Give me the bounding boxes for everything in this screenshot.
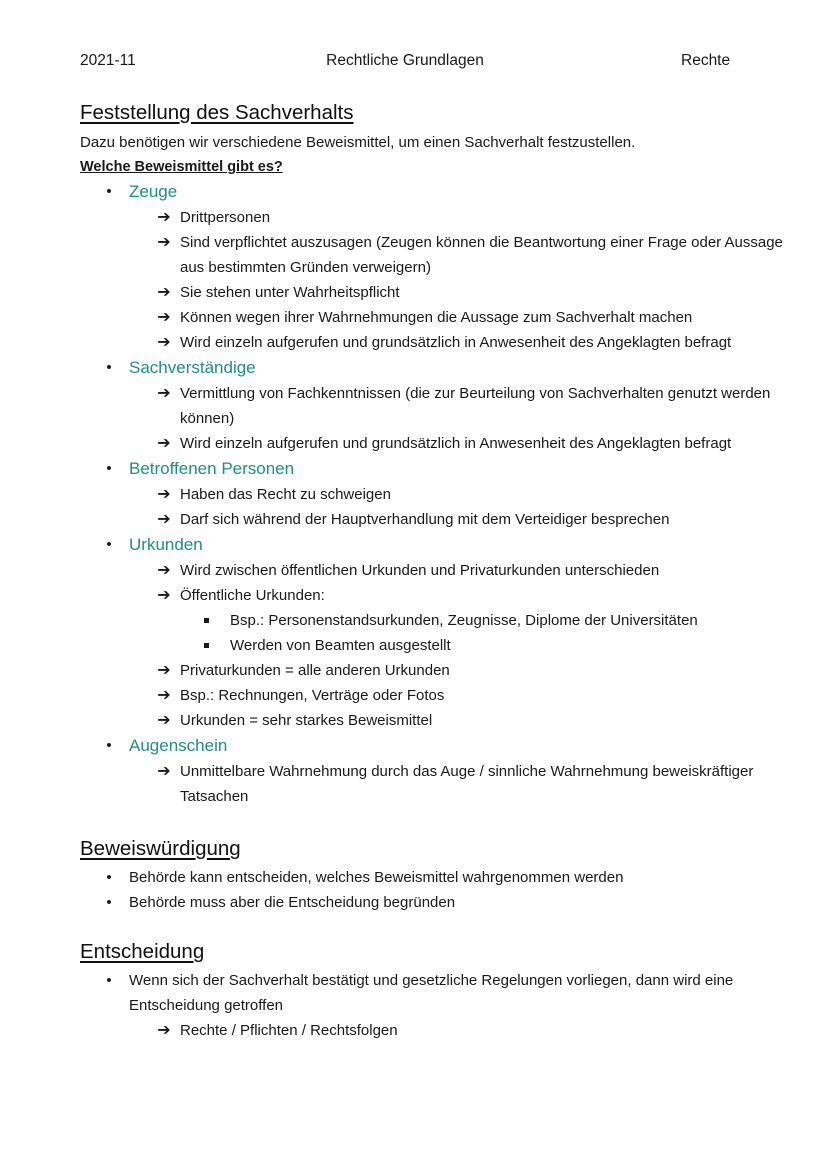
bullet-icon: •	[106, 869, 112, 886]
list-item-text: Behörde kann entscheiden, welches Beweismittel wahrgenommen werden	[129, 869, 624, 886]
square-bullet-icon	[204, 618, 209, 623]
list-item	[80, 865, 800, 890]
sub-item-text: Haben das Recht zu schweigen	[180, 486, 391, 503]
arrow-right-icon: ➔	[157, 662, 171, 679]
sub-item-text: Vermittlung von Fachkenntnissen (die zur Beurteilung von Sachverhalten genutzt werden können)	[180, 385, 771, 427]
entscheidung-list	[80, 968, 800, 1043]
bullet-icon: •	[106, 894, 112, 911]
sub-item-text: Urkunden = sehr starkes Beweismittel	[180, 712, 433, 729]
sub-item	[80, 708, 800, 733]
arrow-right-icon: ➔	[157, 587, 171, 604]
sub-item-text: Drittpersonen	[180, 209, 271, 226]
bullet-icon: •	[106, 737, 112, 754]
sub-item-text: Wird einzeln aufgerufen und grundsätzlich in Anwesenheit des Angeklagten befragt	[180, 334, 732, 351]
sub-item	[80, 482, 800, 507]
arrow-right-icon: ➔	[157, 209, 171, 226]
sub-item-text: Können wegen ihrer Wahrnehmungen die Aussage zum Sachverhalt machen	[180, 309, 693, 326]
sub-item	[80, 759, 800, 809]
section-question: Welche Beweismittel gibt es?	[80, 159, 283, 175]
list-item-text: Wenn sich der Sachverhalt bestätigt und gesetzliche Regelungen vorliegen, dann wird eine Entscheidung getroffen	[129, 972, 734, 1014]
sub-item	[80, 230, 800, 280]
bullet-icon: •	[106, 972, 112, 989]
sub-item-text: Sind verpflichtet auszusagen (Zeugen können die Beantwortung einer Frage oder Aussage aus bestimmten Gründen verweigern)	[180, 234, 783, 276]
sub-item	[80, 330, 800, 355]
header-date: 2021-11	[80, 52, 136, 69]
sub-item-text: Unmittelbare Wahrnehmung durch das Auge / sinnliche Wahrnehmung beweiskräftiger Tatsachen	[180, 763, 754, 805]
category-label: Augenschein	[129, 736, 228, 755]
beweiswuerdigung-list	[80, 865, 800, 915]
sub-sub-item-text: Werden von Beamten ausgestellt	[230, 637, 451, 654]
arrow-right-icon: ➔	[157, 712, 171, 729]
document-body	[80, 100, 800, 1043]
list-item-sachverstaendige	[80, 355, 800, 381]
square-bullet-icon	[204, 643, 209, 648]
sub-item-text: Öffentliche Urkunden:	[180, 587, 325, 604]
beweismittel-list	[80, 179, 800, 809]
sub-item	[80, 1018, 800, 1043]
section-heading-beweiswuerdigung: Beweiswürdigung	[80, 837, 241, 860]
bullet-icon: •	[106, 183, 112, 200]
list-item-urkunden	[80, 532, 800, 558]
sub-item	[80, 305, 800, 330]
sub-item	[80, 507, 800, 532]
sub-item	[80, 431, 800, 456]
list-item-augenschein	[80, 733, 800, 759]
list-item-zeuge	[80, 179, 800, 205]
category-label: Sachverständige	[129, 358, 256, 377]
sub-item	[80, 658, 800, 683]
sub-item-text: Sie stehen unter Wahrheitspflicht	[180, 284, 400, 301]
sub-sub-item	[80, 633, 800, 658]
bullet-icon: •	[106, 536, 112, 553]
sub-item-text: Darf sich während der Hauptverhandlung mit dem Verteidiger besprechen	[180, 511, 670, 528]
arrow-right-icon: ➔	[157, 284, 171, 301]
sub-item-text: Wird zwischen öffentlichen Urkunden und Privaturkunden unterschieden	[180, 562, 660, 579]
arrow-right-icon: ➔	[157, 511, 171, 528]
sub-item-text: Privaturkunden = alle anderen Urkunden	[180, 662, 450, 679]
sub-item-text: Bsp.: Rechnungen, Verträge oder Fotos	[180, 687, 445, 704]
sub-item	[80, 205, 800, 230]
sub-sub-item-text: Bsp.: Personenstandsurkunden, Zeugnisse, Diplome der Universitäten	[230, 612, 698, 629]
section-heading-entscheidung: Entscheidung	[80, 940, 205, 963]
bullet-icon: •	[106, 359, 112, 376]
sub-item-text: Rechte / Pflichten / Rechtsfolgen	[180, 1022, 398, 1039]
list-item-betroffene	[80, 456, 800, 482]
sub-item	[80, 558, 800, 583]
list-item	[80, 890, 800, 915]
sub-item	[80, 583, 800, 608]
section-intro: Dazu benötigen wir verschiedene Beweismittel, um einen Sachverhalt festzustellen.	[80, 134, 636, 151]
sub-item	[80, 683, 800, 708]
header-title: Rechtliche Grundlagen	[326, 52, 484, 69]
bullet-icon: •	[106, 460, 112, 477]
sub-item-text: Wird einzeln aufgerufen und grundsätzlich in Anwesenheit des Angeklagten befragt	[180, 435, 732, 452]
arrow-right-icon: ➔	[157, 486, 171, 503]
arrow-right-icon: ➔	[157, 435, 171, 452]
sub-sub-item	[80, 608, 800, 633]
arrow-right-icon: ➔	[157, 1022, 171, 1039]
arrow-right-icon: ➔	[157, 334, 171, 351]
arrow-right-icon: ➔	[157, 687, 171, 704]
header-subject: Rechte	[681, 52, 731, 69]
list-item	[80, 968, 800, 1018]
arrow-right-icon: ➔	[157, 562, 171, 579]
category-label: Zeuge	[129, 182, 178, 201]
category-label: Urkunden	[129, 535, 203, 554]
arrow-right-icon: ➔	[157, 385, 171, 402]
section-heading-feststellung: Feststellung des Sachverhalts	[80, 101, 354, 124]
arrow-right-icon: ➔	[157, 763, 171, 780]
sub-item	[80, 381, 800, 431]
arrow-right-icon: ➔	[157, 234, 171, 251]
category-label: Betroffenen Personen	[129, 459, 295, 478]
sub-item	[80, 280, 800, 305]
list-item-text: Behörde muss aber die Entscheidung begründen	[129, 894, 456, 911]
arrow-right-icon: ➔	[157, 309, 171, 326]
